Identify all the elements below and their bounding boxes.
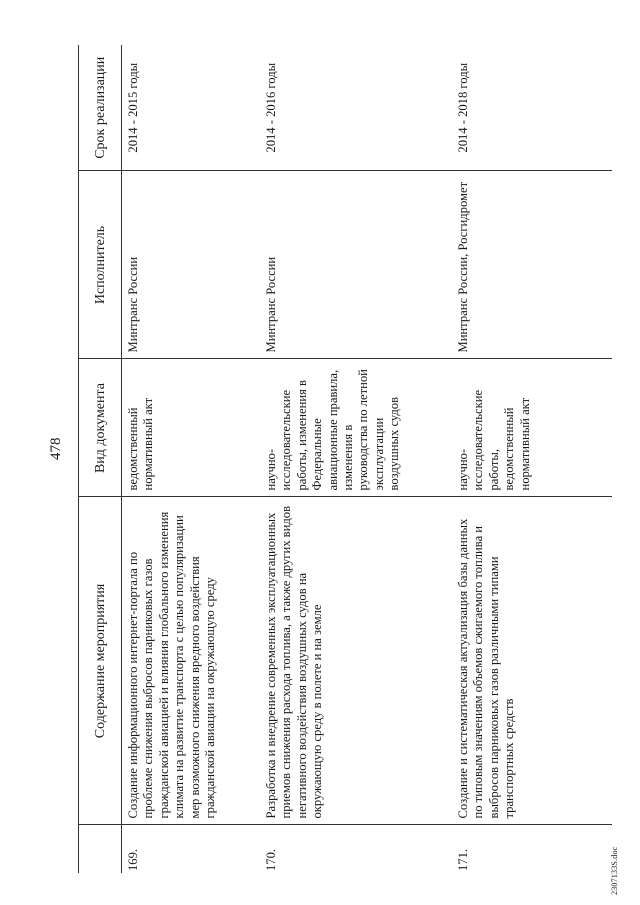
- row-doc-type: научно-исследовательские работы, ведомственный нормативный акт: [452, 359, 612, 497]
- table-row: [452, 45, 612, 873]
- row-content: Создание и систематическая актуализация базы данных по типовым значениям объемов сжигаемого топлива и выбросов парниковых газов различными типами транспортных средств: [452, 497, 612, 825]
- footer-doc-id: 2307133S.doc: [610, 846, 619, 895]
- row-doc-type: научно-исследовательские работы, изменения в Федеральные авиационные правила, изменения в руководства по летной эксплуатации воздушных судов: [260, 359, 452, 497]
- page-number: 478: [48, 437, 64, 460]
- row-period: 2014 - 2016 годы: [260, 45, 452, 171]
- table-row: [122, 45, 261, 873]
- row-content: Разработка и внедрение современных эксплуатационных приемов снижения расхода топлива, а также других видов негативного воздействия воздушных судов на окружающую среду в полете и на земле: [260, 497, 452, 825]
- header-doc-type: Вид документа: [79, 359, 122, 497]
- row-num: 171.: [456, 848, 470, 871]
- row-period: 2014 - 2015 годы: [122, 45, 261, 171]
- row-executor: Минтранс России, Росгидромет: [452, 171, 612, 359]
- row-num: 169.: [126, 848, 140, 871]
- header-num: [79, 825, 122, 873]
- header-executor: Исполнитель: [79, 171, 122, 359]
- row-content: Создание информационного интернет-портала по проблеме снижения выбросов парниковых газов гражданской авиацией и влияния глобального изменения климата на развитие транспорта с целью популяризации мер возможного снижения вредного воздействия гражданской авиации на окружающую среду: [122, 497, 261, 825]
- row-period: 2014 - 2018 годы: [452, 45, 612, 171]
- row-executor: Минтранс России: [122, 171, 261, 359]
- row-doc-type: ведомственный нормативный акт: [122, 359, 261, 497]
- table-row: [260, 45, 452, 873]
- row-executor: Минтранс России: [260, 171, 452, 359]
- row-num: 170.: [264, 848, 278, 871]
- header-content: Содержание мероприятия: [79, 497, 122, 825]
- measures-table: [78, 45, 612, 873]
- table-header-row: [79, 45, 122, 873]
- header-period: Срок реализации: [79, 45, 122, 171]
